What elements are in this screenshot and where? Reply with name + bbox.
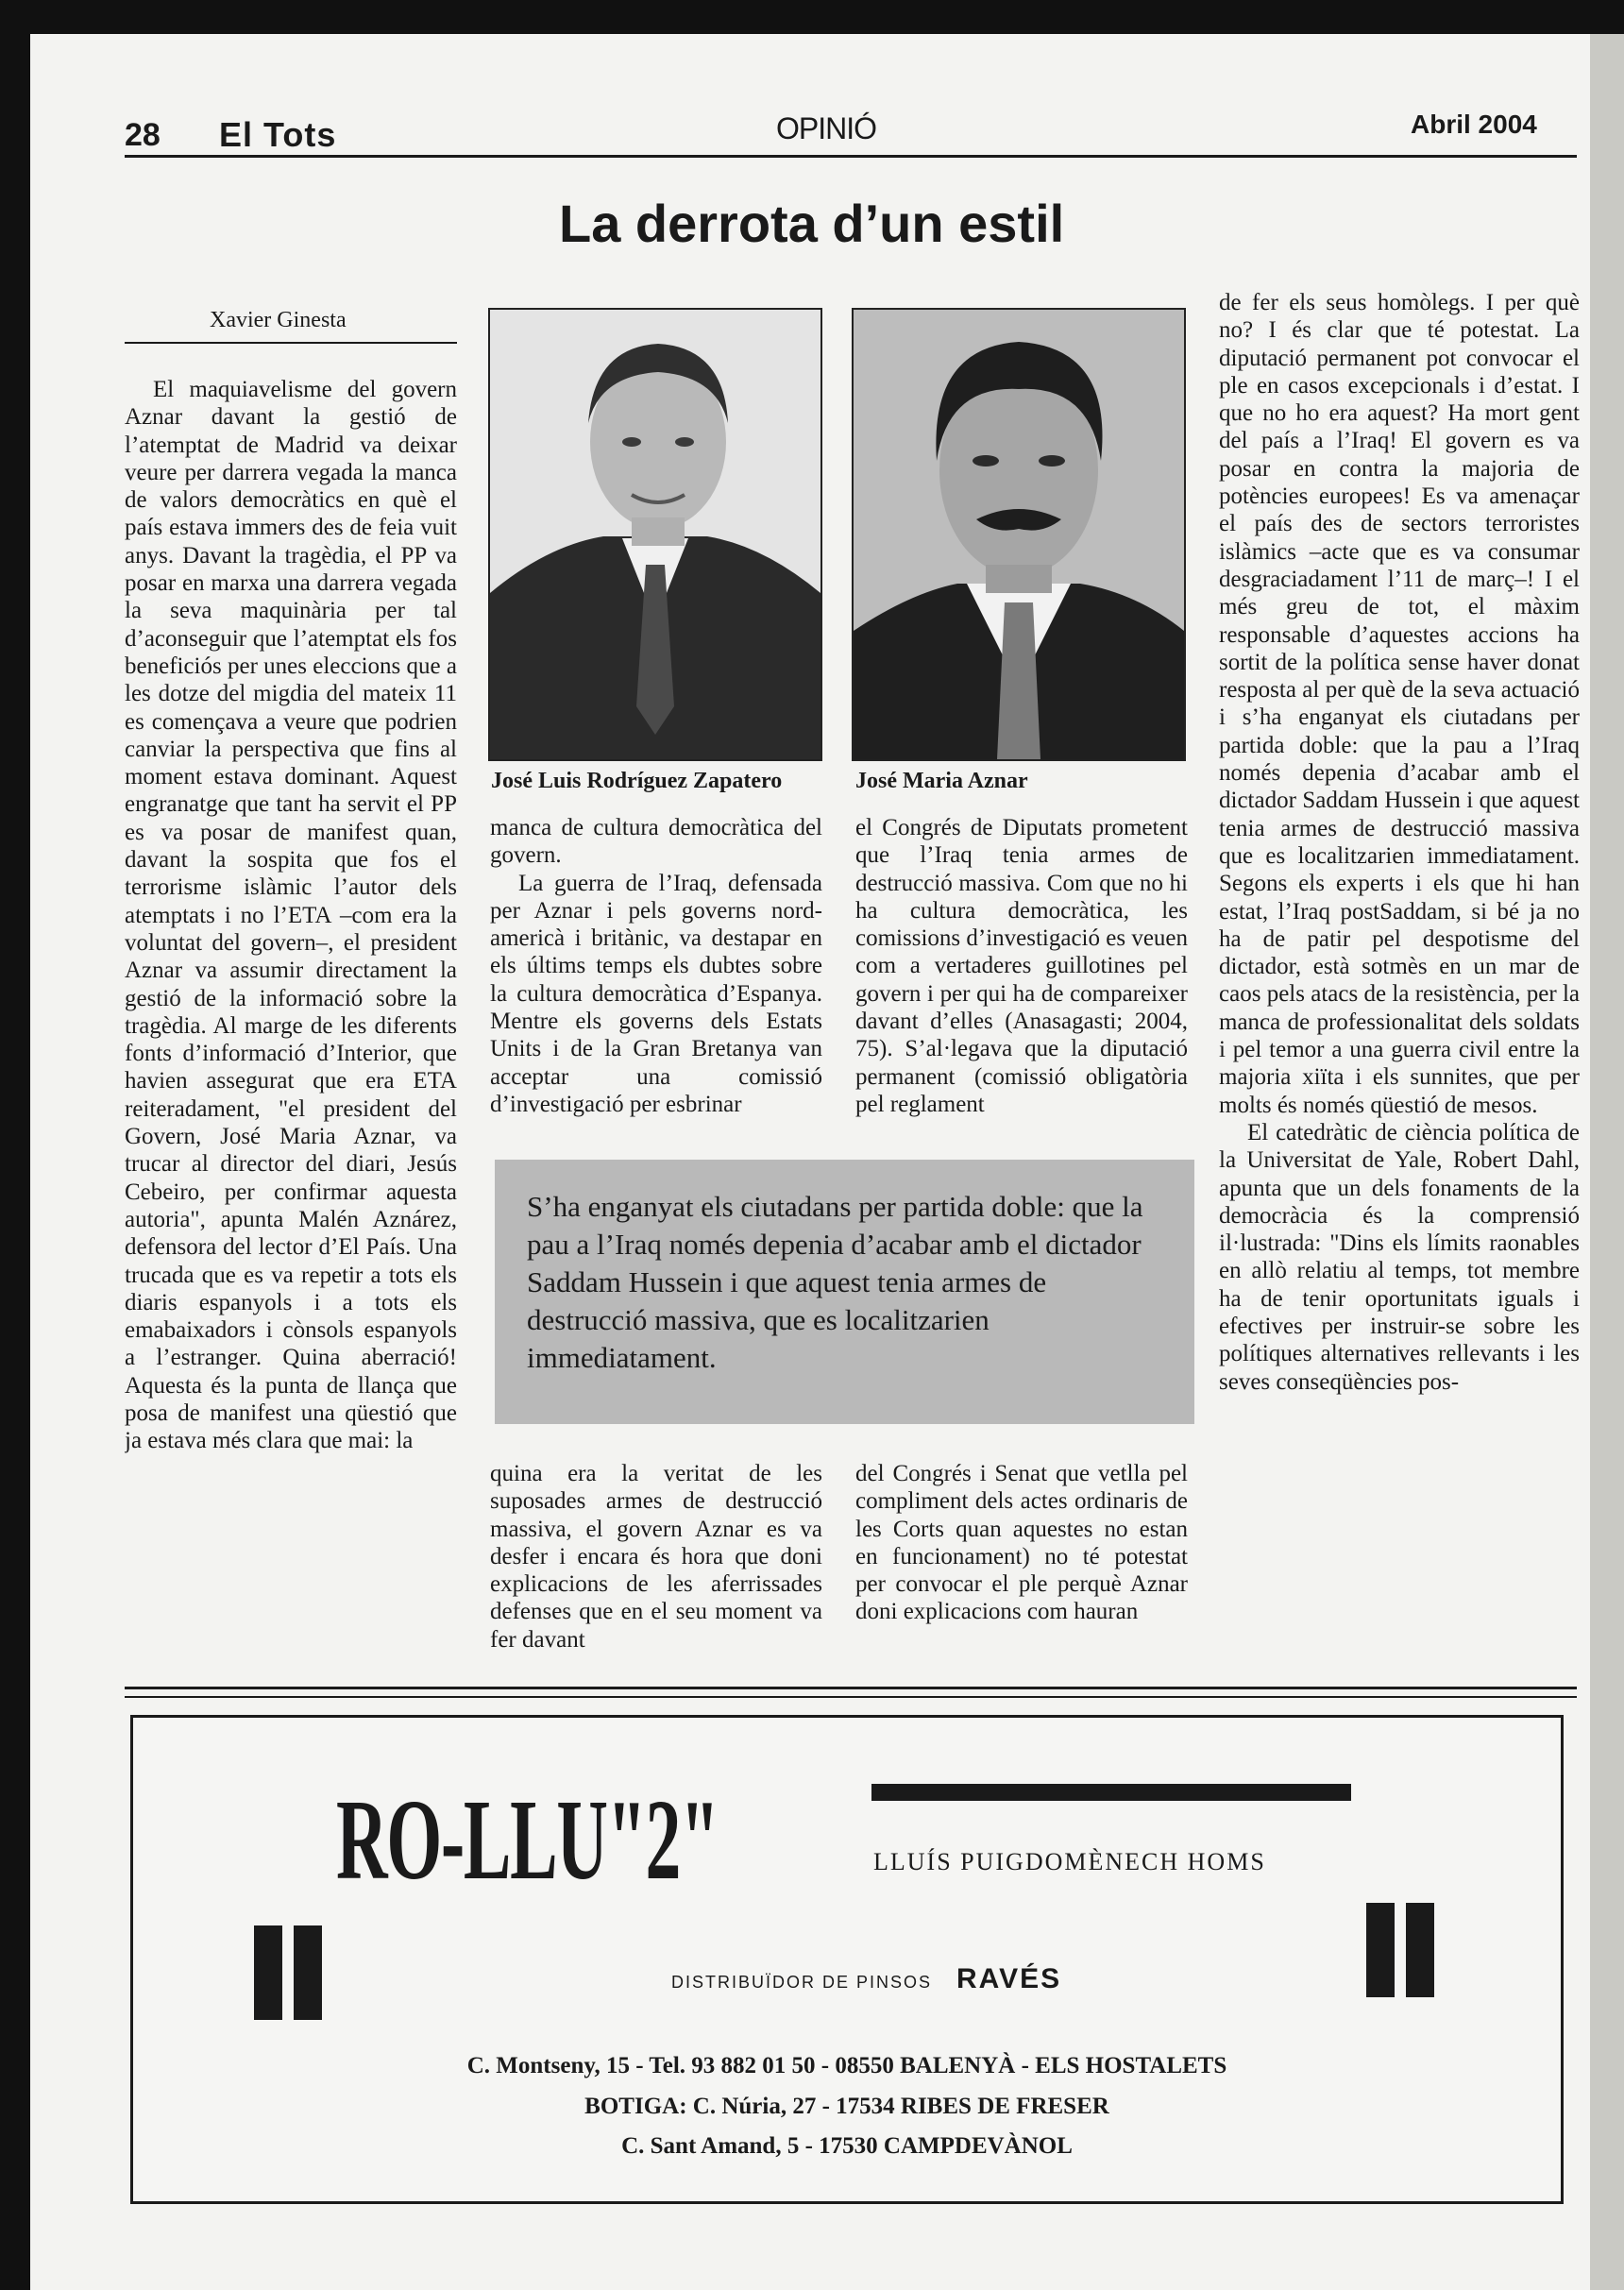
column-3-top-text: el Congrés de Diputats prometent que l’Iraq tenia armes de destrucció massiva. Com que no hi ha cultura democràtica, les comissions d’investigació es veuen com a vertaderes guillotines pel govern i per qui ha de compareixer davant d’elles (Anasagasti; 2004, 75). S’al·legava que la diputació permanent (comissió obligatòria pel reglament xyxy=(855,815,1188,1117)
footer-rule-bottom xyxy=(125,1696,1577,1698)
ad-brand: RO-LLU"2" xyxy=(336,1776,719,1904)
ad-address-1: C. Montseny, 15 - Tel. 93 882 01 50 - 08550 BALENYÀ - ELS HOSTALETS xyxy=(466,2053,1227,2078)
column-2-top-first: manca de cultura democràtica del govern. xyxy=(490,815,822,869)
article-column-1 xyxy=(125,376,457,1683)
article-column-4 xyxy=(1219,289,1580,1685)
page-number: 28 xyxy=(125,117,161,153)
ad-address-2: BOTIGA: C. Núria, 27 - 17534 RIBES DE FRESER xyxy=(584,2094,1109,2119)
article-column-3-bottom xyxy=(855,1460,1188,1687)
section-label: OPINIÓ xyxy=(776,111,877,145)
ad-bar-left-2 xyxy=(294,1925,322,2020)
next-page-edge xyxy=(1590,34,1624,2290)
publication-name: El Tots xyxy=(219,115,337,154)
advertisement xyxy=(130,1715,1564,2204)
photo-zapatero xyxy=(488,308,822,761)
column-2-bottom-text: quina era la veritat de les suposades armes de destrucció massiva, el govern Aznar es va desfer i encara és hora que doni explicacions de les aferrissades defenses que en el seu moment va fer davant xyxy=(490,1461,822,1653)
pull-quote: S’ha enganyat els ciutadans per partida doble: que la pau a l’Iraq només depenia d’acabar amb el dictador Saddam Hussein i que aquest tenia armes de destrucció massiva, que es localitzarien immediatament. xyxy=(495,1160,1194,1424)
ad-owner: LLUÍS PUIGDOMÈNECH HOMS xyxy=(873,1848,1266,1875)
caption-aznar: José Maria Aznar xyxy=(855,769,1028,793)
ad-address-3: C. Sant Amand, 5 - 17530 CAMPDEVÀNOL xyxy=(621,2133,1073,2159)
ad-bar-right-1 xyxy=(1366,1903,1395,1997)
footer-rule-top xyxy=(125,1687,1577,1689)
article-title: La derrota d’un estil xyxy=(559,194,1065,253)
column-3-bottom-text: del Congrés i Senat que vetlla pel compliment dels actes ordinaris de les Corts quan aquestes no estan en funcionament) no té potestat per convocar el ple perquè Aznar doni explicacions com hauran xyxy=(855,1461,1188,1625)
column-4-first: de fer els seus homòlegs. I per què no? I és clar que té potestat. La diputació permanent pot convocar el ple en casos excepcionals i d’estat. I que no ho era aquest? Ha mort gent del país a l’Iraq! El govern es va posar en contra la majoria de potències europees! Es va amenaçar el país des de sectors terroristes islàmics –acte que es va consumar desgraciadament l’11 de març–! I el més greu de tot, el màxim responsable d’aquestes accions ha sortit de la política sense haver donat resposta al per què de la seva actuació i s’ha enganyat els ciutadans per partida doble: que la pau a l’Iraq només depenia d’acabar amb el dictador Saddam Hussein i que aquest tenia armes de destrucció massiva que es localitzarien immediatament. Segons els experts i els que hi han estat, l’Iraq postSaddam, si bé ja no ha de patir pel despotisme del dictador, està sotmès en un mar de caos pels atacs de la resistència, per la manca de professionalitat dels soldats i pel temor a una guerra civil entre la majoria xiïta i els sunnites, que per molts és només qüestió de mesos. xyxy=(1219,290,1580,1118)
ad-bar-top xyxy=(871,1784,1351,1801)
article-column-2-bottom xyxy=(490,1460,822,1687)
caption-zapatero: José Luis Rodríguez Zapatero xyxy=(491,769,783,793)
ad-distributor-brand: RAVÉS xyxy=(956,1963,1062,1994)
ad-distributor-label: DISTRIBUÏDOR DE PINSOS xyxy=(671,1973,933,1992)
column-1-text: El maquiavelisme del govern Aznar davant la gestió de l’atemptat de Madrid va deixar veure per darrera vegada la manca de valors democràtics en què el país estava immers des de feia vuit anys. Davant la tragèdia, el PP va posar en marxa una darrera vegada la seva maquinària per tal d’aconseguir que l’atemptat els fos beneficiós per unes eleccions que a les dotze del migdia del mateix 11 es començava a veure que podrien canviar la perspectiva que fins al moment estava dominant. Aquest engranatge que tant ha servit el PP es va posar de manifest quan, davant la sospita que fos el terrorisme islàmic l’autor dels atemptats i no l’ETA –com era la voluntat del govern–, el president Aznar va assumir directament la gestió de la informació sobre la tragèdia. Al marge de les diferents fonts d’informació d’Interior, que havien assegurat que era ETA reiteradament, "el president del Govern, José Maria Aznar, va trucar al director del diari, Jesús Cebeiro, per confirmar aquesta autoria", apunta Malén Aznárez, defensora del lector d’El País. Una trucada que es va repetir a tots els diaris espanyols i a tots els emabaixadors i cònsols espanyols a l’estranger. Quina aberració! Aquesta és la punta de llança que posa de manifest una qüestió que ja estava més clara que mai: la xyxy=(125,377,457,1454)
zapatero-portrait-icon xyxy=(490,310,820,759)
issue-date: Abril 2004 xyxy=(1411,110,1537,139)
photo-aznar xyxy=(852,308,1186,761)
column-4-second: El catedràtic de ciència política de la Universitat de Yale, Robert Dahl, apunta que un dels fonaments de la democràcia és la comprensió il·lustrada: "Dins els límits raonables en allò relatiu al temps, tot membre ha de tenir oportunitats iguals i efectives per instruir-se sobre les polítiques alternatives rellevants i les seves conseqüències pos- xyxy=(1219,1119,1580,1395)
article-column-3-top xyxy=(855,814,1188,1184)
author-rule xyxy=(125,342,457,344)
aznar-portrait-icon xyxy=(854,310,1184,759)
article-author: Xavier Ginesta xyxy=(210,308,347,332)
article-column-2-top xyxy=(490,814,822,1184)
ad-bar-right-2 xyxy=(1406,1903,1434,1997)
ad-bar-left-1 xyxy=(254,1925,282,2020)
header-rule xyxy=(125,155,1577,158)
column-2-top-second: La guerra de l’Iraq, defensada per Aznar i pels governs nord-americà i britànic, va destapar en els últims temps els dubtes sobre la cultura democràtica d’Espanya. Mentre els governs dels Estats Units i de la Gran Bretanya van acceptar una comissió d’investigació per esbrinar xyxy=(490,870,822,1117)
magazine-page xyxy=(30,34,1590,2290)
